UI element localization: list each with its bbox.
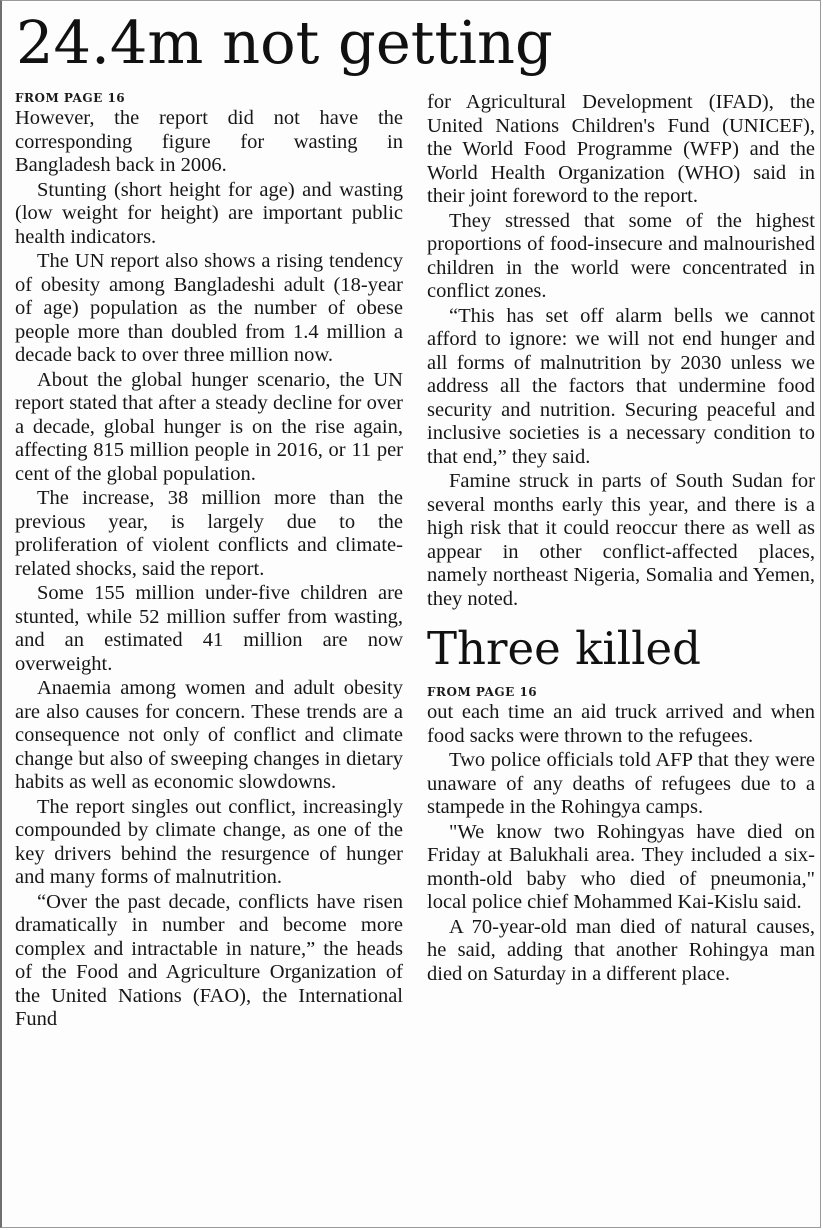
body-paragraph: Some 155 million under-five children are stunted, while 52 million suffer from wasting, and an estimated 41 million are now overweight. — [15, 582, 403, 675]
body-paragraph: out each time an aid truck arrived and when food sacks were thrown to the refugees. — [427, 701, 815, 747]
body-paragraph: “This has set off alarm bells we cannot afford to ignore: we will not end hunger and all forms of malnutrition by 2030 unless we address all the factors that undermine food security and nutrition. Securing peaceful and inclusive societies is a necessary condition to that end,” they said. — [427, 304, 815, 468]
body-paragraph: However, the report did not have the corresponding figure for wasting in Bangladesh back in 2006. — [15, 107, 403, 176]
body-paragraph: Stunting (short height for age) and wasting (low weight for height) are important public health indicators. — [15, 178, 403, 248]
second-from-page-label: FROM PAGE 16 — [427, 685, 538, 699]
main-from-page-label: FROM PAGE 16 — [15, 91, 126, 105]
body-paragraph: A 70-year-old man died of natural causes, he said, adding that another Rohingya man died on Saturday in a different place. — [427, 915, 815, 985]
body-paragraph: They stressed that some of the highest proportions of food-insecure and malnourished children in the world were concentrated in conflict zones. — [427, 209, 815, 302]
body-paragraph: Two police officials told AFP that they were unaware of any deaths of refugees due to a stampede in the Rohingya camps. — [427, 749, 815, 818]
body-paragraph: Anaemia among women and adult obesity are also causes for concern. These trends are a consequence not only of conflict and climate change but also of sweeping changes in dietary habits as well as economic slowdowns. — [15, 677, 403, 793]
body-paragraph: Famine struck in parts of South Sudan for several months early this year, and there is a high risk that it could reoccur there as well as appear in other conflict-affected places, namely northeast Nigeria, Somalia and Yemen, they noted. — [427, 470, 815, 610]
body-paragraph: The UN report also shows a rising tendency of obesity among Bangladeshi adult (18-year of age) population as the number of obese people more than doubled from 1.4 million a decade back to over three million now. — [15, 250, 403, 366]
body-paragraph: The report singles out conflict, increasingly compounded by climate change, as one of the key drivers behind the resurgence of hunger and many forms of malnutrition. — [15, 795, 403, 888]
left-column — [15, 89, 403, 1032]
right-column — [427, 91, 815, 986]
body-paragraph: "We know two Rohingyas have died on Friday at Balukhali area. They included a six-month-old baby who died of pneumonia," local police chief Mohammed Kai-Kislu said. — [427, 820, 815, 913]
main-headline: 24.4m not getting — [16, 8, 553, 77]
body-paragraph: About the global hunger scenario, the UN report stated that after a steady decline for over a decade, global hunger is on the rise again, affecting 815 million people in 2016, or 11 per cent of the global population. — [15, 368, 403, 485]
body-paragraph: “Over the past decade, conflicts have risen dramatically in number and become more complex and intractable in nature,” the heads of the Food and Agriculture Organization of the United Nations (FAO), the International Fund — [15, 890, 403, 1030]
body-paragraph: The increase, 38 million more than the previous year, is largely due to the proliferation of violent conflicts and climate-related shocks, said the report. — [15, 487, 403, 580]
body-paragraph: for Agricultural Development (IFAD), the United Nations Children's Fund (UNICEF), the World Food Programme (WFP) and the World Health Organization (WHO) said in their joint foreword to the report. — [427, 91, 815, 207]
second-headline: Three killed — [427, 622, 701, 675]
